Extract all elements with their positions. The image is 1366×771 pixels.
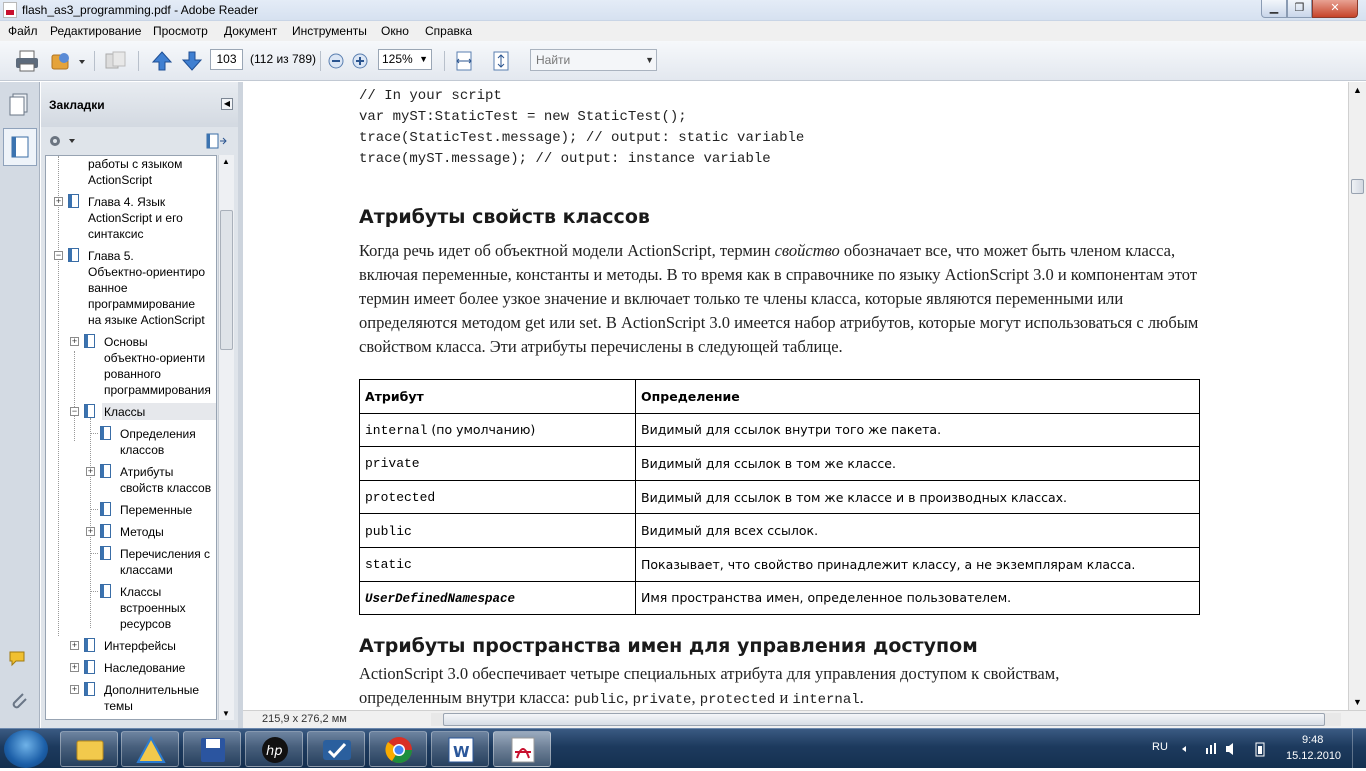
expand-bookmark-icon[interactable] [205, 132, 229, 150]
text-run: Когда речь идет об объектной модели ActionScript, термин [359, 241, 775, 260]
bookmark-item[interactable] [104, 682, 199, 714]
bookmark-icon [84, 638, 95, 652]
triangle-app-icon [122, 732, 180, 768]
bookmark-label-line: на языке ActionScript [88, 313, 205, 327]
table-row [360, 413, 1200, 447]
adobe-reader-taskbar-button[interactable] [493, 731, 551, 767]
code-text: internal [365, 422, 428, 438]
table-header-row [360, 380, 1200, 414]
adobe-reader-icon [494, 732, 552, 768]
clock-time[interactable]: 9:48 [1302, 734, 1324, 746]
zoom-out-icon[interactable] [327, 49, 345, 73]
bookmark-label-line: Объектно-ориентиро [88, 265, 206, 279]
bookmark-label-line: встроенных [120, 601, 186, 615]
bookmark-item[interactable] [120, 502, 192, 518]
bookmark-item[interactable] [120, 546, 210, 578]
bookmark-item[interactable] [120, 464, 211, 496]
bookmarks-panel [41, 82, 238, 728]
text-line [359, 686, 1259, 710]
bookmark-label-line: Определения [120, 427, 196, 441]
print-icon[interactable] [14, 49, 40, 73]
bookmark-label-line: Дополнительные [104, 683, 199, 697]
bookmark-icon [84, 660, 95, 674]
zoom-level-value: 125% [382, 52, 413, 66]
bookmark-item[interactable] [104, 638, 176, 654]
bookmark-label-line: работы с языком [88, 157, 183, 171]
code-text: public [573, 692, 625, 708]
word-icon [432, 732, 490, 768]
bookmarks-scroll-thumb[interactable] [220, 210, 233, 350]
expand-toggle-icon[interactable]: + [71, 640, 78, 650]
bookmark-icon [68, 248, 79, 262]
bookmark-label-line: ActionScript [88, 173, 153, 187]
checkmark-icon [308, 732, 366, 768]
word-taskbar-button[interactable] [431, 731, 489, 767]
bookmark-icon [84, 334, 95, 348]
bookmark-item[interactable] [120, 584, 186, 632]
table-cell: Видимый для ссылок в том же классе. [636, 447, 1200, 481]
bookmark-label-line: синтаксис [88, 227, 144, 241]
code-text: protected [365, 490, 436, 506]
bookmark-icon [100, 502, 111, 516]
bookmark-icon [100, 426, 111, 440]
code-text: private [632, 692, 692, 708]
table-row [360, 547, 1200, 581]
menu-tools[interactable]: Инструменты [292, 24, 367, 38]
bookmark-label-line: Методы [120, 525, 164, 539]
table-cell: Видимый для ссылок в том же классе и в производных классах. [636, 480, 1200, 514]
bookmark-item[interactable] [120, 524, 164, 540]
bookmark-label-line: Основы [104, 335, 148, 349]
expand-toggle-icon[interactable]: + [71, 336, 78, 346]
collapse-toggle-icon[interactable]: − [71, 406, 78, 416]
hp-taskbar-button[interactable] [245, 731, 303, 767]
code-line: var myST:StaticTest = new StaticTest(); [359, 109, 687, 125]
bookmark-item[interactable] [104, 660, 185, 676]
menu-view[interactable]: Просмотр [153, 24, 208, 38]
expand-toggle-icon[interactable]: + [87, 466, 94, 476]
bookmark-label-line: ванное [88, 281, 128, 295]
comments-panel-icon[interactable] [3, 646, 37, 684]
expand-toggle-icon[interactable]: + [71, 684, 78, 694]
table-header-cell: Определение [636, 380, 1200, 414]
collapse-toggle-icon[interactable]: − [55, 250, 62, 260]
emphasis-text: свойство [774, 241, 840, 260]
show-desktop-button[interactable] [1352, 729, 1366, 769]
bookmark-label-line: ресурсов [120, 617, 172, 631]
checkmark-app-taskbar-button[interactable] [307, 731, 365, 767]
language-indicator[interactable]: RU [1152, 741, 1168, 753]
bookmark-item[interactable] [88, 194, 183, 242]
bookmark-label-line: Классы [120, 585, 162, 599]
bookmark-item[interactable] [120, 426, 196, 458]
hp-logo-icon [246, 732, 304, 768]
bookmark-label-line: свойств классов [120, 481, 212, 495]
section-heading: Атрибуты пространства имен для управления доступом [359, 635, 978, 657]
options-gear-icon[interactable] [47, 133, 77, 149]
bookmark-icon [84, 682, 95, 696]
next-page-icon[interactable] [181, 49, 203, 73]
table-header-cell: Атрибут [360, 380, 636, 414]
bookmark-label-line: Атрибуты [120, 465, 174, 479]
floppy-icon [184, 732, 242, 768]
paragraph [359, 662, 1259, 710]
table-row [360, 447, 1200, 481]
text-run: и [775, 688, 793, 707]
bookmark-label-line: темы [104, 699, 133, 713]
zoom-level-field[interactable] [378, 49, 432, 70]
bookmark-label-line: Классы [104, 405, 146, 419]
text-run: , [624, 688, 633, 707]
bookmark-icon [100, 464, 111, 478]
tray-icons [1180, 742, 1250, 756]
code-text: internal [792, 692, 860, 708]
expand-toggle-icon[interactable]: + [71, 662, 78, 672]
code-text: static [365, 557, 412, 573]
table-cell [360, 581, 636, 615]
navigation-pane-strip [0, 82, 40, 728]
bookmark-item[interactable] [88, 248, 205, 328]
table-cell [360, 547, 636, 581]
find-input[interactable] [530, 49, 657, 71]
fit-width-icon[interactable] [453, 49, 475, 73]
bookmark-item-selected[interactable] [104, 404, 145, 420]
share-icon[interactable] [50, 49, 86, 73]
clock-date[interactable]: 15.12.2010 [1286, 750, 1342, 762]
document-scrollbar[interactable] [1348, 82, 1366, 710]
collapse-panel-button[interactable]: ◀ [221, 98, 233, 110]
maximize-button[interactable]: ❐ [1287, 0, 1312, 18]
horizontal-scrollbar[interactable] [431, 713, 1341, 726]
bookmark-item[interactable] [88, 156, 182, 188]
table-row [360, 581, 1200, 615]
show-hidden-icons-icon [1182, 746, 1186, 752]
attributes-table [359, 379, 1200, 615]
page-count: (112 из 789) [250, 52, 317, 66]
scroll-up-icon[interactable]: ▲ [222, 157, 230, 166]
paragraph [359, 239, 1209, 359]
horizontal-scroll-thumb[interactable] [443, 713, 1325, 726]
find-dropdown-icon[interactable]: ▼ [645, 55, 654, 65]
bookmark-icon [100, 524, 111, 538]
bookmark-icon [84, 404, 95, 418]
bookmark-label-line: рованного [104, 367, 161, 381]
scroll-up-icon[interactable]: ▲ [1353, 85, 1362, 95]
svg-text:hp: hp [266, 744, 283, 759]
full-screen-icon[interactable] [490, 49, 512, 73]
scroll-down-icon[interactable]: ▼ [1353, 697, 1362, 707]
toolbar [0, 41, 1366, 81]
bookmark-label-line: классами [120, 563, 173, 577]
close-button[interactable]: ✕ [1312, 0, 1358, 18]
battery-icon[interactable] [1254, 740, 1266, 758]
document-scroll-thumb[interactable] [1351, 179, 1364, 194]
bookmark-label-line: Переменные [120, 503, 193, 517]
table-row [360, 514, 1200, 548]
menu-edit[interactable]: Редактирование [50, 24, 142, 38]
menu-help[interactable]: Справка [425, 24, 473, 38]
table-cell: Видимый для ссылок внутри того же пакета. [636, 413, 1200, 447]
bookmark-icon [100, 546, 111, 560]
text-line: ActionScript 3.0 обеспечивает четыре специальных атрибута для управления доступом к свойствам, [359, 664, 1060, 683]
pages-panel-icon[interactable] [3, 86, 37, 124]
cell-note: (по умолчанию) [427, 421, 536, 437]
code-text: public [365, 523, 412, 539]
menu-file[interactable]: Файл [8, 24, 38, 38]
bookmark-item[interactable] [104, 334, 211, 398]
bookmarks-header [41, 82, 238, 127]
code-text: UserDefinedNamespace [365, 591, 516, 606]
bookmark-label-line: объектно-ориенти [104, 351, 206, 365]
code-text: private [365, 456, 420, 472]
table-cell [360, 413, 636, 447]
text-run: обозначает все, что может быть членом класса, включая переменные, константы и методы. В то время как в справочнике по языку ActionScript 3.0 и компонентам этот термин имеет более узкое значение и включает только те члены класса, которые являются переменными или определяются методом get или set. В ActionScript 3.0 имеется набор атрибутов, которые могут использоваться с любым свойством класса. Эти атрибуты перечислены в следующей таблице. [359, 241, 1199, 356]
expand-toggle-icon[interactable]: + [87, 526, 94, 536]
bookmark-label-line: программирование [88, 297, 196, 311]
menu-bar [0, 21, 1366, 41]
chrome-taskbar-button[interactable] [369, 731, 427, 767]
bookmark-label-line: Интерфейсы [104, 639, 176, 653]
bookmark-label-line: программирования [104, 383, 211, 397]
bookmark-label-line: классов [120, 443, 165, 457]
table-cell [360, 480, 636, 514]
find-placeholder: Найти [536, 53, 571, 67]
section-heading: Атрибуты свойств классов [359, 206, 650, 228]
zoom-dropdown-icon[interactable]: ▼ [419, 54, 428, 64]
expand-toggle-icon[interactable]: + [55, 196, 62, 206]
status-bar [243, 710, 1366, 728]
chrome-icon [370, 732, 428, 768]
bookmark-label-line: Наследование [104, 661, 186, 675]
window-title: flash_as3_programming.pdf - Adobe Reader [22, 3, 259, 17]
bookmark-icon [68, 194, 79, 208]
page-number-input[interactable]: 103 [210, 49, 243, 70]
save-app-taskbar-button[interactable] [183, 731, 241, 767]
table-cell [360, 514, 636, 548]
start-button[interactable] [4, 730, 48, 768]
bookmark-label-line: ActionScript и его [88, 211, 183, 225]
app-taskbar-button[interactable] [121, 731, 179, 767]
bookmarks-panel-icon[interactable] [3, 128, 37, 166]
title-bar [0, 0, 1366, 21]
bookmark-icon [100, 584, 111, 598]
minimize-button[interactable]: ▁ [1261, 0, 1287, 18]
document-view [243, 82, 1348, 710]
zoom-in-icon[interactable] [351, 49, 369, 73]
code-line: // In your script [359, 88, 502, 104]
pdf-page [243, 82, 1348, 710]
collaborate-icon[interactable] [103, 49, 129, 73]
explorer-taskbar-button[interactable] [60, 731, 118, 767]
bookmarks-tree [45, 155, 217, 720]
scroll-down-icon[interactable]: ▼ [222, 709, 230, 718]
table-cell: Показывает, что свойство принадлежит классу, а не экземплярам класса. [636, 547, 1200, 581]
text-run: , [691, 688, 700, 707]
taskbar [0, 728, 1366, 768]
text-run: . [859, 688, 864, 707]
code-line: trace(myST.message); // output: instance variable [359, 151, 771, 167]
table-row [360, 480, 1200, 514]
code-line: trace(StaticTest.message); // output: static variable [359, 130, 805, 146]
previous-page-icon[interactable] [151, 49, 173, 73]
table-cell: Имя пространства имен, определенное пользователем. [636, 581, 1200, 615]
bookmark-label-line: Глава 4. Язык [88, 195, 166, 209]
page-size: 215,9 x 276,2 мм [262, 713, 347, 725]
table-cell [360, 447, 636, 481]
menu-document[interactable]: Документ [224, 24, 278, 38]
attachments-panel-icon[interactable] [3, 686, 37, 724]
code-text: protected [699, 692, 776, 708]
bookmark-label-line: Перечисления с [120, 547, 211, 561]
bookmarks-title: Закладки [49, 98, 105, 112]
bookmark-label-line: Глава 5. [88, 249, 134, 263]
svg-text:W: W [453, 743, 470, 761]
folder-icon [61, 732, 119, 768]
menu-window[interactable]: Окно [381, 24, 409, 38]
text-run: определенным внутри класса: [359, 688, 574, 707]
bookmarks-toolbar [41, 127, 238, 155]
bookmarks-scrollbar[interactable] [218, 155, 234, 720]
pdf-app-icon [3, 2, 17, 18]
table-cell: Видимый для всех ссылок. [636, 514, 1200, 548]
